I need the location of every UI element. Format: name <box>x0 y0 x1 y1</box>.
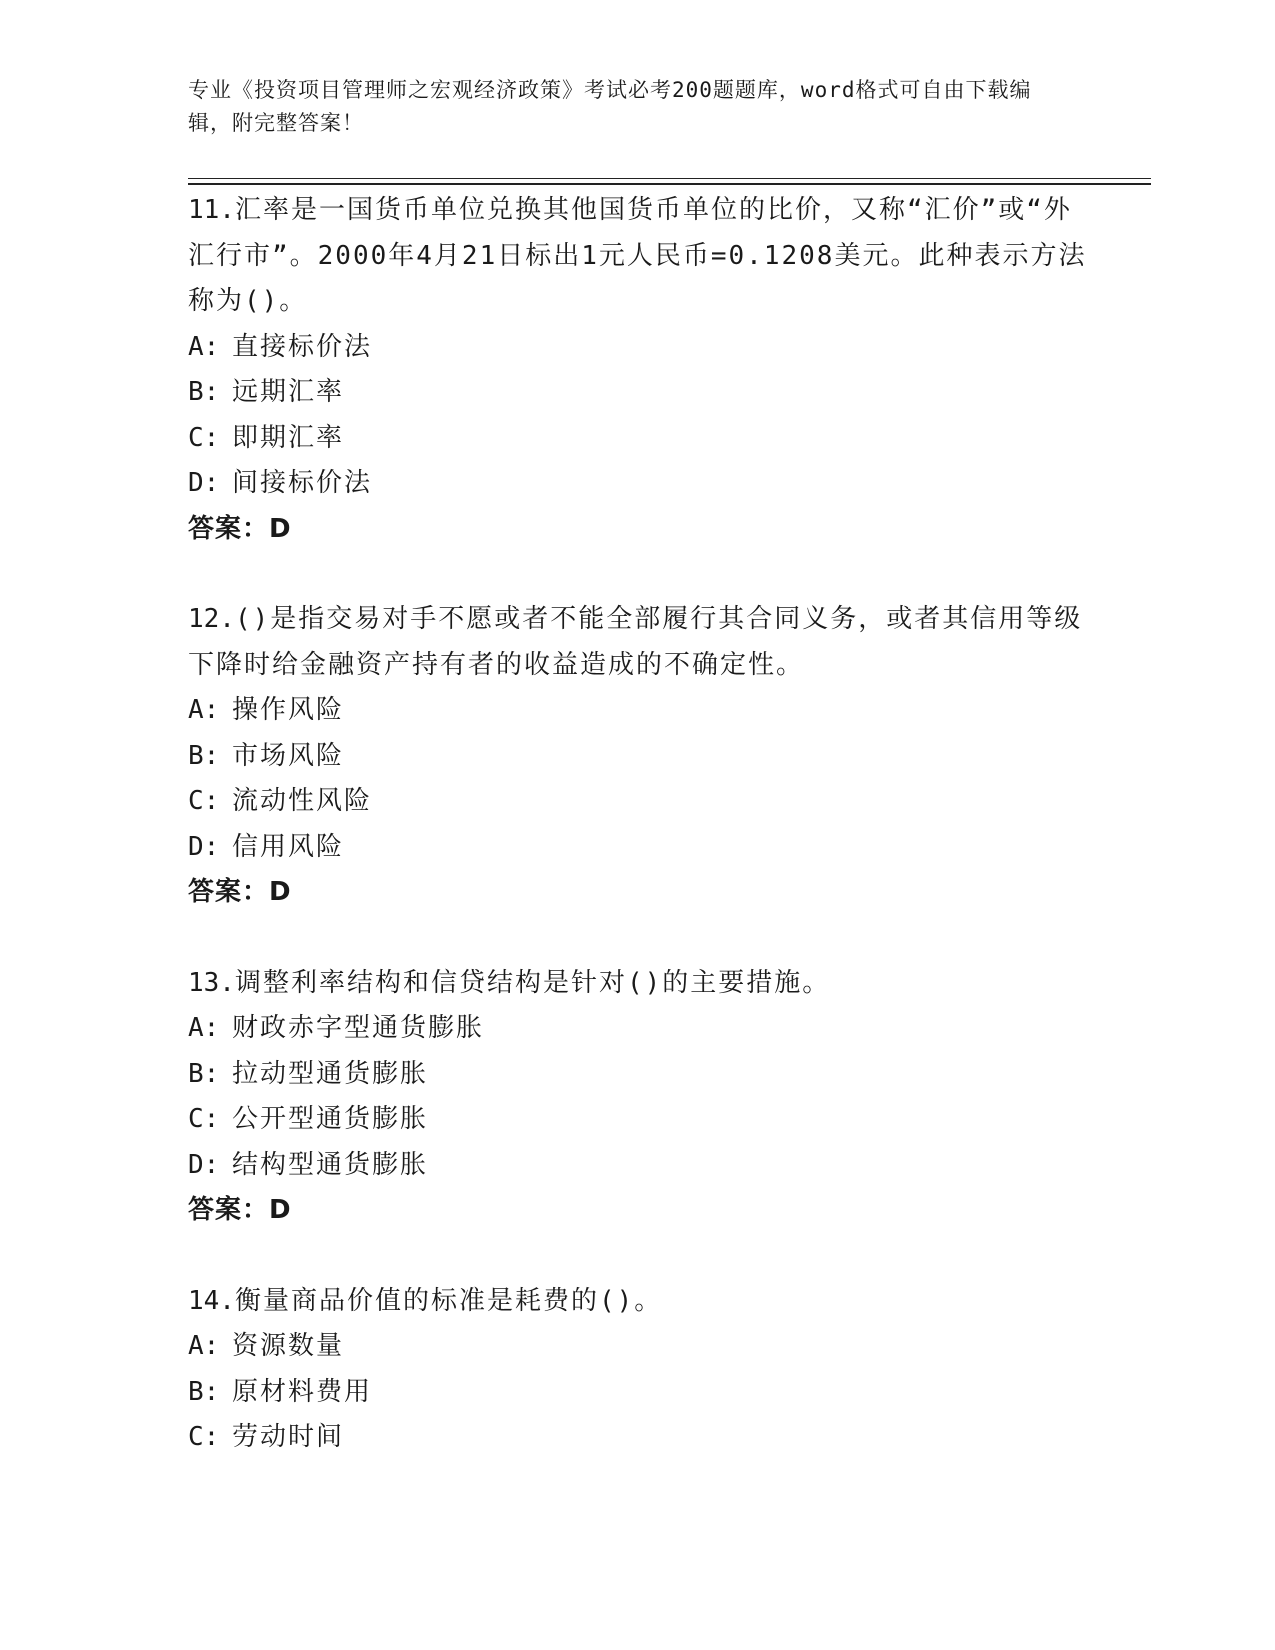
option-text: 劳动时间 <box>232 1422 345 1452</box>
header-divider-thin <box>188 178 1151 179</box>
question-gap <box>188 1234 1088 1279</box>
option-text: 结构型通货膨胀 <box>232 1149 429 1180</box>
option-text: 间接标价法 <box>232 468 373 498</box>
option-text: 原材料费用 <box>232 1376 373 1407</box>
option-a <box>188 688 1088 734</box>
option-c <box>188 779 1088 825</box>
option-letter: C: <box>188 1422 220 1452</box>
option-a <box>188 325 1088 371</box>
option-letter: C: <box>188 1104 220 1134</box>
option-letter: A: <box>188 1013 220 1043</box>
answer-line: 答案：D <box>188 513 292 544</box>
answer-line: 答案：D <box>188 877 292 907</box>
option-text: 财政赤字型通货膨胀 <box>232 1013 485 1043</box>
option-letter: D: <box>188 468 220 498</box>
option-text: 流动性风险 <box>232 786 373 816</box>
option-letter: B: <box>188 377 220 407</box>
option-c <box>188 1097 1088 1143</box>
option-c <box>188 1415 1088 1461</box>
option-text: 信用风险 <box>232 831 345 862</box>
question-number: 14. <box>188 1285 235 1316</box>
question-14 <box>188 1279 1088 1461</box>
question-number: 12. <box>188 604 235 634</box>
option-text: 操作风险 <box>232 695 345 725</box>
option-text: 即期汇率 <box>232 422 345 453</box>
option-letter: C: <box>188 422 220 453</box>
question-stem <box>188 961 1088 1007</box>
option-letter: C: <box>188 786 220 816</box>
option-letter: B: <box>188 740 220 771</box>
question-stem <box>188 597 1088 688</box>
option-letter: A: <box>188 1331 220 1361</box>
header-divider-thick <box>188 183 1151 185</box>
option-d <box>188 1143 1088 1189</box>
option-c <box>188 416 1088 462</box>
option-b <box>188 1370 1088 1416</box>
question-gap <box>188 916 1088 961</box>
question-text: 衡量商品价值的标准是耗费的()。 <box>234 1285 663 1316</box>
option-d <box>188 461 1088 507</box>
question-text: 汇率是一国货币单位兑换其他国货币单位的比价，又称“汇价”或“外汇行市”。2000年4月21日标出1元人民币=0.1208美元。此种表示方法称为()。 <box>188 195 1087 316</box>
option-a <box>188 1006 1088 1052</box>
question-11 <box>188 188 1088 552</box>
option-a <box>188 1324 1088 1370</box>
question-13 <box>188 961 1088 1234</box>
option-b <box>188 370 1088 416</box>
option-text: 拉动型通货膨胀 <box>232 1058 429 1089</box>
option-text: 远期汇率 <box>232 377 345 407</box>
question-number: 11. <box>188 195 235 225</box>
question-gap <box>188 552 1088 597</box>
option-text: 市场风险 <box>232 740 345 771</box>
option-letter: B: <box>188 1058 220 1089</box>
option-d <box>188 825 1088 871</box>
option-text: 资源数量 <box>232 1331 345 1361</box>
option-b <box>188 1052 1088 1098</box>
question-text: 调整利率结构和信贷结构是针对()的主要措施。 <box>234 967 831 998</box>
answer-line: 答案：D <box>188 1195 292 1225</box>
option-text: 公开型通货膨胀 <box>232 1104 429 1134</box>
option-text: 直接标价法 <box>232 331 373 362</box>
question-stem <box>188 188 1088 325</box>
document-header: 专业《投资项目管理师之宏观经济政策》考试必考200题题库，word格式可自由下载编辑，附完整答案！ <box>188 78 1032 135</box>
option-letter: B: <box>188 1376 220 1407</box>
option-letter: D: <box>188 831 220 862</box>
question-text: ()是指交易对手不愿或者不能全部履行其合同义务，或者其信用等级下降时给金融资产持有者的收益造成的不确定性。 <box>188 604 1083 680</box>
question-12 <box>188 597 1088 916</box>
option-b <box>188 734 1088 780</box>
question-list <box>188 188 1088 1461</box>
option-letter: A: <box>188 331 220 362</box>
question-number: 13. <box>188 967 235 998</box>
option-letter: D: <box>188 1149 220 1180</box>
option-letter: A: <box>188 695 220 725</box>
question-stem <box>188 1279 1088 1325</box>
